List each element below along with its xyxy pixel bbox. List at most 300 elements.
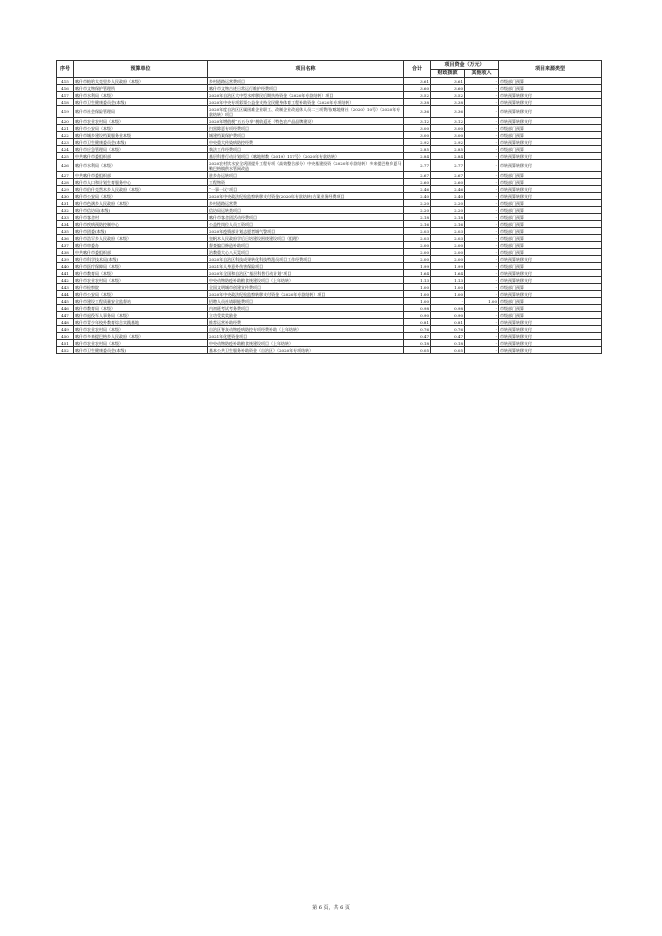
cell-seq: 421 — [57, 125, 74, 132]
cell-project: 督查编目修造补助项目 — [208, 242, 404, 249]
cell-total: 0.81 — [404, 319, 431, 326]
cell-seq: 432 — [57, 207, 74, 214]
cell-source-type: 市转预算转移支付 — [499, 270, 602, 277]
cell-project: 扫黑除恶专项经费项目 — [208, 125, 404, 132]
cell-project: 乡村道路运营费 — [208, 200, 404, 207]
cell-unit: 喀什市浩罕乡人民政府（本级） — [74, 235, 208, 242]
cell-unit: 喀什市社会保险管理局 — [74, 106, 208, 118]
cell-unit: 喀什市医疗保障局（本级） — [74, 263, 208, 270]
cell-source-type: 市级部门预算 — [499, 132, 602, 139]
cell-seq: 444 — [57, 291, 74, 298]
cell-total: 3.61 — [404, 78, 431, 85]
table-row — [57, 263, 602, 270]
cell-total: 0.98 — [404, 305, 431, 312]
cell-project: 内初班考试考务费项目 — [208, 305, 404, 312]
table-row — [57, 305, 602, 312]
table-row — [57, 284, 602, 291]
cell-source-type: 市级部门预算 — [499, 179, 602, 186]
table-row — [57, 153, 602, 160]
cell-fiscal: 3.38 — [431, 99, 465, 106]
cell-fiscal: 3.12 — [431, 118, 465, 125]
cell-other: - — [465, 256, 499, 263]
cell-source-type: 市转预算转移支付 — [499, 333, 602, 340]
cell-total: 2.20 — [404, 200, 431, 207]
cell-total: 0.05 — [404, 347, 431, 354]
cell-project: 執法工作经费项目 — [208, 146, 404, 153]
cell-seq: 436 — [57, 235, 74, 242]
cell-seq: 424 — [57, 146, 74, 153]
cell-unit: 喀什市农业农村局（本级） — [74, 277, 208, 284]
cell-unit: 喀什市公安局（本级） — [74, 291, 208, 298]
cell-unit: 喀什市文物保护管理所 — [74, 85, 208, 92]
table-row — [57, 326, 602, 333]
table-row — [57, 207, 602, 214]
table-row — [57, 139, 602, 146]
cell-seq: 422 — [57, 132, 74, 139]
cell-other: - — [465, 139, 499, 146]
table-row — [57, 333, 602, 340]
table-row — [57, 172, 602, 179]
header-project: 项目名称 — [208, 61, 404, 78]
cell-unit: 喀什市团委(本级) — [74, 228, 208, 235]
cell-total: 3.60 — [404, 85, 431, 92]
cell-fiscal: 2.00 — [431, 249, 465, 256]
cell-other: - — [465, 186, 499, 193]
cell-project: 基层科普行动计划项目（喀地财教（2019）117号）（2020年专款结转） — [208, 153, 404, 160]
table-row — [57, 200, 602, 207]
cell-other: - — [465, 347, 499, 354]
cell-unit: 喀什市农业农村局（本级） — [74, 326, 208, 333]
cell-project: 中央重大传染病防控经费 — [208, 139, 404, 146]
cell-unit: 喀什市卫生健康委员会(本级) — [74, 139, 208, 146]
cell-project: 城建档案保护费项目 — [208, 132, 404, 139]
cell-fiscal: 2.03 — [431, 235, 465, 242]
table-row — [57, 179, 602, 186]
header-other: 其他收入 — [465, 70, 499, 78]
cell-other: - — [465, 270, 499, 277]
cell-unit: 喀什市教育局（本级） — [74, 305, 208, 312]
cell-fiscal: 0.47 — [431, 333, 465, 340]
cell-other: - — [465, 319, 499, 326]
cell-source-type: 市级部门预算 — [499, 146, 602, 153]
cell-other: 1.00 — [465, 298, 499, 305]
cell-total: 2.00 — [404, 242, 431, 249]
cell-seq: 437 — [57, 242, 74, 249]
cell-other: - — [465, 249, 499, 256]
cell-source-type: 市级部门预算 — [499, 305, 602, 312]
header-fiscal: 财政拨款 — [431, 70, 465, 78]
budget-table-sheet — [56, 60, 601, 354]
cell-unit: 喀什市人口和计划生育服务中心 — [74, 179, 208, 186]
cell-unit: 喀什市卫生健康委员会(本级) — [74, 99, 208, 106]
table-row — [57, 99, 602, 106]
cell-fiscal: 0.90 — [431, 312, 465, 319]
cell-source-type: 市转预算转移支付 — [499, 277, 602, 284]
cell-source-type: 市级部门预算 — [499, 85, 602, 92]
cell-total: 1.00 — [404, 291, 431, 298]
cell-seq: 418 — [57, 99, 74, 106]
cell-unit: 喀什市伯什克然木乡人民政府（本级） — [74, 186, 208, 193]
cell-fiscal: - — [431, 298, 465, 305]
cell-total: 3.38 — [404, 99, 431, 106]
cell-fiscal: 1.00 — [431, 284, 465, 291]
cell-unit: 喀什市退役军人事务局（本级） — [74, 312, 208, 319]
cell-total: 0.90 — [404, 312, 431, 319]
cell-project: 工程物资 — [208, 179, 404, 186]
cell-unit: 喀什市信访局(本级) — [74, 207, 208, 214]
cell-source-type: 市转预算转移支付 — [499, 319, 602, 326]
cell-seq: 430 — [57, 193, 74, 200]
cell-unit: 喀什市审委办 — [74, 242, 208, 249]
cell-source-type: 市级部门预算 — [499, 228, 602, 235]
cell-unit: 中共喀什市委组织部 — [74, 153, 208, 160]
cell-total: 1.99 — [404, 263, 431, 270]
table-row — [57, 125, 602, 132]
table-row — [57, 214, 602, 221]
cell-unit: 喀什市水利局（本级） — [74, 160, 208, 172]
cell-project: “一事一议”项目 — [208, 186, 404, 193]
cell-unit: 喀什市多来提巴格乡人民政府（本级） — [74, 333, 208, 340]
cell-project: 中央动物防疫补助粮食统建设项目（上年结转） — [208, 340, 404, 347]
cell-total: 2.40 — [404, 193, 431, 200]
table-row — [57, 160, 602, 172]
cell-seq: 446 — [57, 305, 74, 312]
cell-source-type: 市级部门预算 — [499, 284, 602, 291]
cell-unit: 喀什市青少年校外教育综合实践基地 — [74, 319, 208, 326]
cell-project: 2021年人身意外伤害保险项目 — [208, 263, 404, 270]
cell-fiscal: 3.00 — [431, 132, 465, 139]
cell-other: - — [465, 153, 499, 160]
cell-seq: 443 — [57, 284, 74, 291]
cell-fiscal: 2.60 — [431, 179, 465, 186]
cell-source-type: 市转预算转移支付 — [499, 139, 602, 146]
cell-seq: 440 — [57, 263, 74, 270]
cell-other: - — [465, 263, 499, 270]
cell-unit: 喀什市帕哈太克里乡人民政府（本级） — [74, 78, 208, 85]
table-row — [57, 235, 602, 242]
cell-total: 2.00 — [404, 256, 431, 263]
cell-fiscal: 2.40 — [431, 193, 465, 200]
cell-source-type: 市转预算转移支付 — [499, 340, 602, 347]
cell-other: - — [465, 312, 499, 319]
cell-seq: 419 — [57, 106, 74, 118]
cell-fiscal: 3.36 — [431, 106, 465, 118]
cell-total: 3.00 — [404, 132, 431, 139]
cell-other: - — [465, 118, 499, 125]
cell-other: - — [465, 305, 499, 312]
cell-fiscal: 2.00 — [431, 256, 465, 263]
cell-unit: 喀什市检察院 — [74, 284, 208, 291]
cell-fiscal: 2.18 — [431, 214, 465, 221]
cell-total: 2.77 — [404, 160, 431, 172]
cell-seq: 452 — [57, 347, 74, 354]
cell-fiscal: 2.03 — [431, 228, 465, 235]
cell-other: - — [465, 92, 499, 99]
cell-project: 自治区脊灰动物疫病防控专项经费补助（上年结转） — [208, 326, 404, 333]
table-row — [57, 132, 602, 139]
cell-other: - — [465, 172, 499, 179]
cell-fiscal: 3.61 — [431, 78, 465, 85]
cell-seq: 427 — [57, 172, 74, 179]
cell-project: 推荐运营补助经费 — [208, 319, 404, 326]
cell-source-type: 市级部门预算 — [499, 125, 602, 132]
cell-source-type: 市转预算转移支付 — [499, 186, 602, 193]
cell-fiscal: 2.77 — [431, 160, 465, 172]
cell-unit: 喀什市公安局（本级） — [74, 125, 208, 132]
table-row — [57, 347, 602, 354]
cell-fiscal: 0.05 — [431, 347, 465, 354]
cell-other: - — [465, 340, 499, 347]
cell-seq: 434 — [57, 221, 74, 228]
cell-other: - — [465, 214, 499, 221]
cell-seq: 449 — [57, 326, 74, 333]
cell-project: 2020年度自治区区属困难企业职工、改制企业改退休人员二三项费用(喀地财社（2020）10号）（2020年专款结转）项目 — [208, 106, 404, 118]
cell-unit: 喀什市水利局（本级） — [74, 92, 208, 99]
cell-project: 2021年化肥资金项目 — [208, 333, 404, 340]
cell-other: - — [465, 146, 499, 153]
cell-seq: 425 — [57, 153, 74, 160]
cell-source-type: 市转预算转移支付 — [499, 347, 602, 354]
cell-unit: 喀什市卫生健康委员会(本级) — [74, 347, 208, 354]
cell-fiscal: 2.84 — [431, 153, 465, 160]
cell-fiscal: 0.98 — [431, 305, 465, 312]
table-row — [57, 291, 602, 298]
cell-project: 2020年全国和自治区“基层科普行动计划”项目 — [208, 270, 404, 277]
cell-seq: 448 — [57, 319, 74, 326]
cell-total: 0.76 — [404, 326, 431, 333]
cell-source-type: 市级部门预算 — [499, 312, 602, 319]
cell-total: 2.85 — [404, 146, 431, 153]
cell-total: 2.67 — [404, 172, 431, 179]
cell-seq: 415 — [57, 78, 74, 85]
cell-other: - — [465, 242, 499, 249]
cell-seq: 450 — [57, 333, 74, 340]
cell-seq: 428 — [57, 179, 74, 186]
cell-unit: 中共喀什市委组织部 — [74, 172, 208, 179]
cell-unit: 喀什市教育局（本级） — [74, 270, 208, 277]
table-row — [57, 242, 602, 249]
cell-source-type: 市转预算转移支付 — [499, 160, 602, 172]
cell-other: - — [465, 284, 499, 291]
cell-other: - — [465, 326, 499, 333]
cell-unit: 喀什市客舍村 — [74, 214, 208, 221]
cell-total: 3.00 — [404, 125, 431, 132]
cell-total: 2.18 — [404, 214, 431, 221]
cell-total: 2.92 — [404, 139, 431, 146]
cell-total: 2.46 — [404, 186, 431, 193]
cell-unit: 喀什市色满乡人民政府（本级） — [74, 200, 208, 207]
cell-seq: 431 — [57, 200, 74, 207]
cell-seq: 438 — [57, 249, 74, 256]
cell-other: - — [465, 78, 499, 85]
cell-source-type: 市转预算转移支付 — [499, 193, 602, 200]
cell-unit: 喀什市农业农村局（本级） — [74, 340, 208, 347]
cell-source-type: 市级部门预算 — [499, 263, 602, 270]
cell-seq: 429 — [57, 186, 74, 193]
cell-other: - — [465, 333, 499, 340]
cell-source-type: 市级部门预算 — [499, 235, 602, 242]
cell-source-type: 市转预算转移支付 — [499, 291, 602, 298]
cell-source-type: 市级部门预算 — [499, 214, 602, 221]
cell-project: 基本公共卫生服务补助资金（自治区）（2020年专项结转） — [208, 347, 404, 354]
cell-project: 2020年中央专项彩票公益金支持全民健身体育工程补助资金（2020年专项结转） — [208, 99, 404, 106]
cell-project: 2020年中央政法纪检监察转移支付资金(2020年专款结转)方案业务经费项目 — [208, 193, 404, 200]
cell-source-type: 市转预算转移支付 — [499, 256, 602, 263]
cell-fiscal: 2.20 — [431, 207, 465, 214]
cell-unit: 喀什市疾病预防控制中心 — [74, 221, 208, 228]
cell-source-type: 市级部门预算 — [499, 207, 602, 214]
cell-project: 2020年中央政法纪检监察转移支付资金（2020年专款结转）项目 — [208, 291, 404, 298]
cell-project: 2020年疫情部计划志愿者城气警项目 — [208, 228, 404, 235]
table-row — [57, 193, 602, 200]
cell-seq: 435 — [57, 228, 74, 235]
cell-other: - — [465, 132, 499, 139]
cell-unit: 喀什市建设工程质量安全监督站 — [74, 298, 208, 305]
cell-total: 0.47 — [404, 333, 431, 340]
cell-total: 2.84 — [404, 153, 431, 160]
budget-table — [56, 60, 602, 354]
cell-fiscal: 0.18 — [431, 340, 465, 347]
cell-total: 3.12 — [404, 118, 431, 125]
cell-fiscal: 1.13 — [431, 277, 465, 284]
cell-total: 1.00 — [404, 284, 431, 291]
cell-unit: 喀什市科学技术局(本级) — [74, 256, 208, 263]
cell-fiscal: 3.00 — [431, 125, 465, 132]
cell-seq: 445 — [57, 298, 74, 305]
cell-seq: 416 — [57, 85, 74, 92]
cell-project: 信访局运转类项目 — [208, 207, 404, 214]
cell-other: - — [465, 99, 499, 106]
cell-total: 1.64 — [404, 270, 431, 277]
cell-other: - — [465, 85, 499, 92]
cell-source-type: 市转预算转移支付 — [499, 153, 602, 160]
table-row — [57, 146, 602, 153]
cell-fiscal: 3.60 — [431, 85, 465, 92]
cell-source-type: 市级部门预算 — [499, 200, 602, 207]
cell-project: 公益性岗位人员工资项目 — [208, 221, 404, 228]
cell-other: - — [465, 193, 499, 200]
cell-source-type: 市级部门预算 — [499, 221, 602, 228]
cell-fiscal: 2.92 — [431, 139, 465, 146]
cell-fiscal: 2.20 — [431, 200, 465, 207]
cell-seq: 447 — [57, 312, 74, 319]
cell-other: - — [465, 200, 499, 207]
cell-other: - — [465, 179, 499, 186]
cell-project: 中央动物防疫补助粮食统建设项目（上年结转） — [208, 277, 404, 284]
table-row — [57, 319, 602, 326]
cell-seq: 426 — [57, 160, 74, 172]
table-row — [57, 298, 602, 305]
header-unit: 预算单位 — [74, 61, 208, 78]
cell-unit: 喀什市公安局（本级） — [74, 193, 208, 200]
table-row — [57, 228, 602, 235]
table-row — [57, 312, 602, 319]
cell-seq: 442 — [57, 277, 74, 284]
page-footer: 第 6 页，共 6 页 — [312, 905, 350, 911]
table-row — [57, 221, 602, 228]
cell-total: 3.36 — [404, 106, 431, 118]
cell-project: 乡村道路运营费项目 — [208, 78, 404, 85]
cell-fiscal: 2.00 — [431, 242, 465, 249]
table-row — [57, 85, 602, 92]
table-row — [57, 256, 602, 263]
cell-unit: 喀什市城乡建设档案服务业本级 — [74, 132, 208, 139]
cell-total: 2.60 — [404, 179, 431, 186]
cell-project: 喀什市文物古迹日常运行维护经费项目 — [208, 85, 404, 92]
cell-project: 治教重大心八天晃项目 — [208, 249, 404, 256]
cell-fiscal: 2.16 — [431, 221, 465, 228]
table-row — [57, 270, 602, 277]
cell-fiscal: 0.76 — [431, 326, 465, 333]
cell-source-type: 市级部门预算 — [499, 242, 602, 249]
cell-other: - — [465, 125, 499, 132]
cell-other: - — [465, 207, 499, 214]
cell-unit: 中共喀什市委组织部 — [74, 249, 208, 256]
cell-source-type: 市转预算转移支付 — [499, 106, 602, 118]
cell-seq: 433 — [57, 214, 74, 221]
cell-seq: 439 — [57, 256, 74, 263]
cell-total: 1.00 — [404, 298, 431, 305]
table-body — [57, 78, 602, 354]
table-row — [57, 118, 602, 125]
cell-fiscal: 2.85 — [431, 146, 465, 153]
cell-total: 0.18 — [404, 340, 431, 347]
table-row — [57, 106, 602, 118]
cell-total: 2.20 — [404, 207, 431, 214]
table-row — [57, 186, 602, 193]
cell-project: 2020年自治区大中型水库移民后期扶持资金（2020年专款结转）项目 — [208, 92, 404, 99]
cell-project: 立功受奖奖励金 — [208, 312, 404, 319]
cell-other: - — [465, 160, 499, 172]
header-source-type: 项目来源类型 — [499, 61, 602, 78]
header-funds-group: 项目资金（万元） — [431, 61, 499, 70]
cell-project: 驻乡办运转项目 — [208, 172, 404, 179]
cell-project: 皇帆木人民政府学后日培建设围绕建设项目（组理） — [208, 235, 404, 242]
cell-source-type: 市转预算转移支付 — [499, 99, 602, 106]
cell-unit: 喀什市农业农村局（本级） — [74, 118, 208, 125]
cell-other: - — [465, 106, 499, 118]
header-total: 合计 — [404, 61, 431, 78]
cell-other: - — [465, 291, 499, 298]
cell-seq: 420 — [57, 118, 74, 125]
cell-project: 2020年自治区科技成果转化科技特派员项目工作经费项目 — [208, 256, 404, 263]
cell-fiscal: 1.00 — [431, 291, 465, 298]
cell-seq: 441 — [57, 270, 74, 277]
cell-project: 2020年增值税“五五分享”税收返还（特色农产品品牌建设） — [208, 118, 404, 125]
cell-other: - — [465, 235, 499, 242]
cell-total: 2.03 — [404, 235, 431, 242]
cell-project: 2020农村饮水安全巩固提升工程专项（高效整合部分）中央基建投资（2020年专款结转）多来提巴格乡夏马勒巴格镇供水管网改造 — [208, 160, 404, 172]
cell-fiscal: 0.81 — [431, 319, 465, 326]
cell-unit: 喀什市应急管理局（本级） — [74, 146, 208, 153]
header-seq: 序号 — [57, 61, 74, 78]
cell-fiscal: 2.46 — [431, 186, 465, 193]
cell-other: - — [465, 221, 499, 228]
cell-fiscal: 1.64 — [431, 270, 465, 277]
table-row — [57, 78, 602, 85]
cell-fiscal: 1.99 — [431, 263, 465, 270]
cell-total: 2.16 — [404, 221, 431, 228]
cell-seq: 423 — [57, 139, 74, 146]
cell-total: 2.00 — [404, 249, 431, 256]
cell-other: - — [465, 228, 499, 235]
cell-seq: 417 — [57, 92, 74, 99]
table-row — [57, 249, 602, 256]
cell-source-type: 市级部门预算 — [499, 249, 602, 256]
cell-source-type: 市转预算转移支付 — [499, 326, 602, 333]
cell-total: 3.52 — [404, 92, 431, 99]
cell-project: 喀什市客舍团活动经费项目 — [208, 214, 404, 221]
